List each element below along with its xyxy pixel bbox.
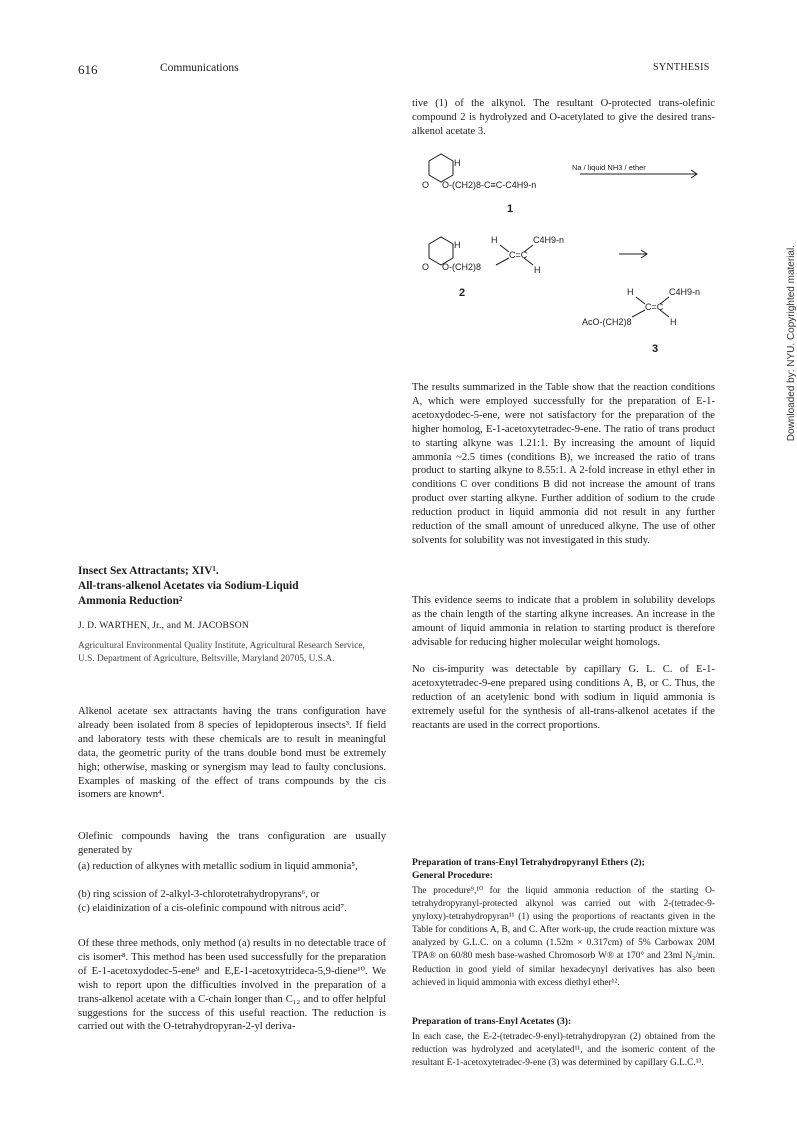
cis-impurity-paragraph: No cis-impurity was detectable by capillary G. L. C. of E-1-acetoxytetradec-9-ene prepared using conditions A, B, or C. Thus, the reduction of an acetylenic bond with sodium in liquid ammonia is extremely useful for the synthesis of all-trans-alkenol acetates if the reactants are used in the correct proportions. <box>412 664 715 731</box>
h-atom-2c: H <box>534 265 541 275</box>
method-a-discussion: Of these three methods, only method (a) results in no detectable trace of cis isomer⁸. This method has been used successfully for the preparation of E-1-acetoxydodec-5-ene⁹ and E,E-1-acetoxytrideca-5,9-diene¹⁰. We wish to report upon the difficulties involved in the preparation of a trans-alkenol acetate with a C-chain longer than C₁₂ and to offer helpful suggestions for the success of this useful reaction. The reduction is carried out with the O-tetrahydropyran-2-yl deriva- <box>78 938 386 1033</box>
compound-3-butyl: C4H9-n <box>669 287 701 297</box>
intro-right-paragraph: tive (1) of the alkynol. The resultant O-protected trans-olefinic compound 2 is hydrolyzed and O-acetylated to give the desired trans-alkenol acetate 3. <box>412 98 715 137</box>
results-paragraph: The results summarized in the Table show that the reaction conditions A, which were employed successfully for the preparation of E-1-acetoxydodec-5-ene, were not satisfactory for the preparation of the higher homolog, E-1-acetoxytetradec-9-ene. The ratio of trans product to starting alkyne was 1.21:1. By increasing the amount of liquid ammonia ~2.5 times (conditions B), we increased the ratio of trans product to starting alkyne to 8.55:1. A 2-fold increase in ethyl ether in conditions C over conditions B did not increase the amount of trans product over starting alkyne. Further addition of sodium to the crude reduction product in liquid ammonia did not result in any further reduction of the small amount of unreduced alkyne. The use of other solvents for solubility was not investigated in this study. <box>412 382 715 546</box>
thp-ring-1 <box>429 154 453 182</box>
compound-3-chain: AcO-(CH2)8 <box>582 317 632 327</box>
reaction-scheme <box>412 148 712 380</box>
article-title: Insect Sex Attractants; XIV¹. All-trans-alkenol Acetates via Sodium-Liquid Ammonia Reduction² <box>78 565 299 607</box>
h-atom-2b: H <box>491 235 498 245</box>
h-atom-2: H <box>454 240 461 250</box>
prep-1-heading: Preparation of trans-Enyl Tetrahydropyranyl Ethers (2); General Procedure: <box>412 857 645 881</box>
compound-2-butyl: C4H9-n <box>533 235 565 245</box>
method-a: (a) reduction of alkynes with metallic sodium in liquid ammonia⁵, <box>78 861 358 872</box>
compound-3-label: 3 <box>652 343 659 355</box>
prep-2-heading: Preparation of trans-Enyl Acetates (3): <box>412 1016 572 1027</box>
download-watermark: Downloaded by: NYU. Copyrighted material. <box>786 245 797 442</box>
h-atom-1: H <box>454 158 461 168</box>
authors: J. D. WARTHEN, Jr., and M. JACOBSON <box>78 620 249 631</box>
intro-paragraph: Alkenol acetate sex attractants having the trans configuration have already been isolated from 8 species of lepidopterous insects³. If field and laboratory tests with these chemicals are to result in meaningful data, the geometric purity of the trans double bond must be extremely high; otherwise, masking or synergism may lead to faulty conclusions. Examples of masking of the effect of trans compounds by the cis isomers are known⁴. <box>78 706 386 801</box>
h-atom-3b: H <box>670 317 677 327</box>
compound-2-label: 2 <box>459 287 466 299</box>
compound-1-label: 1 <box>507 203 514 215</box>
reaction-reagents: Na / liquid NH3 / ether <box>572 163 646 172</box>
page-number: 616 <box>78 62 98 77</box>
methods-intro: Olefinic compounds having the trans configuration are usually generated by <box>78 831 386 856</box>
ring-oxygen-1: O <box>422 180 430 190</box>
journal-name: SYNTHESIS <box>653 62 710 73</box>
affiliation: Agricultural Environmental Quality Institute, Agricultural Research Service, U.S. Department of Agriculture, Beltsville, Maryland 20705, U.S.A. <box>78 641 365 665</box>
h-atom-3: H <box>627 287 634 297</box>
compound-1-chain: O-(CH2)8-C≡C-C4H9-n <box>442 180 537 190</box>
solubility-paragraph: This evidence seems to indicate that a problem in solubility develops as the chain length of the starting alkyne increases. An increase in the amount of liquid ammonia in relation to starting product is therefore advisable for reducing higher molecular weight homologs. <box>412 595 715 648</box>
thp-ring-2 <box>429 237 453 265</box>
method-b: (b) ring scission of 2-alkyl-3-chlorotetrahydropyrans⁶, or <box>78 889 320 900</box>
compound-2-chain: O-(CH2)8 <box>442 262 482 272</box>
method-c: (c) elaidinization of a cis-olefinic compound with nitrous acid⁷. <box>78 903 347 914</box>
compound-2-double-bond: C=C <box>509 250 528 260</box>
section-title: Communications <box>160 62 239 74</box>
prep-2-text: In each case, the E-2-(tetradec-9-enyl)-tetrahydropyran (2) obtained from the reduction was hydrolyzed and acetylated¹¹, and the isomeric content of the resultant E-1-acetoxytetradec-9-ene (3) was determined by capillary G.L.C.¹³. <box>412 1032 715 1069</box>
prep-1-text: The procedure⁹,¹⁰ for the liquid ammonia reduction of the starting O-tetrahydropyranyl-protected alkynol was carried out with 2-(tetradec-9-ynyloxy)-tetrahydropyran¹¹ (1) using the proportions of reactants given in the Table for conditions A, B, and C. After work-up, the crude reaction mixture was analyzed by G.L.C. on a column (1.52m × 0.317cm) of 5% Carbowax 20M TPA® on 60/80 mesh base-washed Chromosorb W® at 170° and 23ml N₂/min. Reduction in good yield of similar hexadecynyl derivatives has also been achieved in liquid ammonia with excess diethyl ether¹². <box>412 886 715 988</box>
ring-oxygen-2: O <box>422 262 430 272</box>
compound-3-double-bond: C=C <box>645 302 664 312</box>
